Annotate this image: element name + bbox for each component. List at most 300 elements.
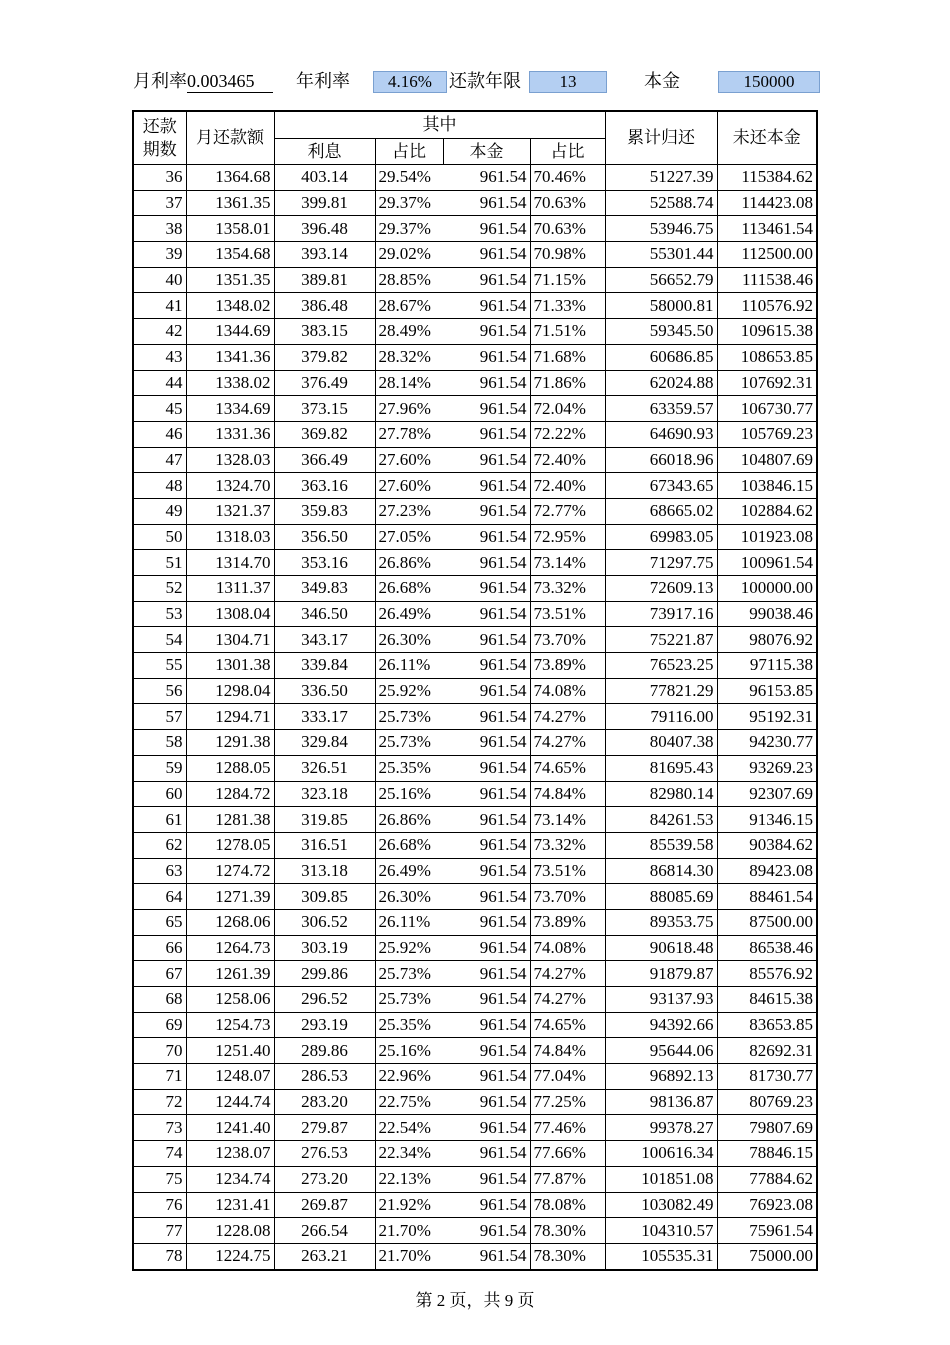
cell-cumulative: 98136.87 [605,1089,717,1115]
cell-remaining: 98076.92 [717,627,817,653]
cell-monthly-payment: 1338.02 [186,370,274,396]
cell-principal-ratio: 78.08% [530,1192,605,1218]
cell-remaining: 106730.77 [717,396,817,422]
cell-interest-ratio: 25.92% [375,678,443,704]
cell-period: 71 [133,1064,186,1090]
cell-principal-ratio: 70.46% [530,165,605,191]
cell-principal-ratio: 73.32% [530,832,605,858]
cell-monthly-payment: 1224.75 [186,1243,274,1269]
cell-interest-ratio: 22.75% [375,1089,443,1115]
cell-monthly-payment: 1321.37 [186,498,274,524]
cell-interest: 343.17 [274,627,375,653]
cell-principal-ratio: 72.40% [530,473,605,499]
table-row [133,781,817,807]
cell-interest: 319.85 [274,807,375,833]
cell-principal-ratio: 77.46% [530,1115,605,1141]
cell-remaining: 84615.38 [717,987,817,1013]
cell-interest-ratio: 26.86% [375,807,443,833]
cell-principal-ratio: 72.95% [530,524,605,550]
table-row [133,293,817,319]
col-ratio1-header: 占比 [375,139,443,165]
cell-period: 67 [133,961,186,987]
table-row [133,807,817,833]
cell-principal-ratio: 71.51% [530,319,605,345]
cell-principal-ratio: 74.27% [530,987,605,1013]
cell-interest-ratio: 25.35% [375,1012,443,1038]
cell-period: 39 [133,242,186,268]
cell-monthly-payment: 1258.06 [186,987,274,1013]
cell-principal-ratio: 77.87% [530,1166,605,1192]
cell-remaining: 89423.08 [717,858,817,884]
cell-period: 65 [133,909,186,935]
table-row [133,1141,817,1167]
cell-remaining: 115384.62 [717,165,817,191]
cell-period: 58 [133,730,186,756]
cell-principal-ratio: 74.65% [530,1012,605,1038]
cell-interest: 266.54 [274,1218,375,1244]
cell-remaining: 87500.00 [717,909,817,935]
cell-period: 44 [133,370,186,396]
cell-cumulative: 103082.49 [605,1192,717,1218]
cell-interest: 363.16 [274,473,375,499]
cell-monthly-payment: 1331.36 [186,421,274,447]
cell-principal: 961.54 [443,858,530,884]
cell-interest: 279.87 [274,1115,375,1141]
table-row [133,1064,817,1090]
cell-remaining: 79807.69 [717,1115,817,1141]
cell-cumulative: 64690.93 [605,421,717,447]
cell-interest: 303.19 [274,935,375,961]
table-row [133,653,817,679]
cell-remaining: 97115.38 [717,653,817,679]
cell-monthly-payment: 1364.68 [186,165,274,191]
term-value[interactable]: 13 [529,71,607,93]
cell-interest-ratio: 22.13% [375,1166,443,1192]
cell-principal-ratio: 71.15% [530,267,605,293]
table-row [133,704,817,730]
cell-interest: 333.17 [274,704,375,730]
term-label: 还款年限 [449,71,521,91]
cell-monthly-payment: 1231.41 [186,1192,274,1218]
cell-principal-ratio: 73.51% [530,858,605,884]
cell-monthly-payment: 1228.08 [186,1218,274,1244]
cell-cumulative: 77821.29 [605,678,717,704]
cell-cumulative: 63359.57 [605,396,717,422]
cell-principal: 961.54 [443,1089,530,1115]
table-row [133,165,817,191]
table-row [133,447,817,473]
cell-interest: 309.85 [274,884,375,910]
cell-interest-ratio: 28.85% [375,267,443,293]
cell-principal-ratio: 72.04% [530,396,605,422]
cell-principal: 961.54 [443,1012,530,1038]
page-footer: 第 2 页，共 9 页 [415,1291,535,1310]
cell-period: 60 [133,781,186,807]
cell-monthly-payment: 1291.38 [186,730,274,756]
cell-principal-ratio: 71.68% [530,344,605,370]
cell-remaining: 108653.85 [717,344,817,370]
annual-rate-value[interactable]: 4.16% [373,71,447,93]
cell-cumulative: 79116.00 [605,704,717,730]
cell-monthly-payment: 1328.03 [186,447,274,473]
cell-principal-ratio: 70.63% [530,216,605,242]
cell-cumulative: 86814.30 [605,858,717,884]
cell-interest-ratio: 25.73% [375,987,443,1013]
table-row [133,987,817,1013]
cell-monthly-payment: 1251.40 [186,1038,274,1064]
cell-interest-ratio: 27.60% [375,473,443,499]
cell-principal: 961.54 [443,165,530,191]
cell-principal: 961.54 [443,550,530,576]
cell-interest: 329.84 [274,730,375,756]
cell-principal-ratio: 73.70% [530,884,605,910]
cell-interest: 349.83 [274,576,375,602]
cell-interest-ratio: 22.96% [375,1064,443,1090]
col-ratio2-header: 占比 [530,139,605,165]
table-row [133,627,817,653]
cell-monthly-payment: 1351.35 [186,267,274,293]
table-row [133,267,817,293]
cell-remaining: 104807.69 [717,447,817,473]
cell-monthly-payment: 1334.69 [186,396,274,422]
cell-principal-ratio: 77.66% [530,1141,605,1167]
cell-monthly-payment: 1318.03 [186,524,274,550]
cell-principal: 961.54 [443,421,530,447]
cell-monthly-payment: 1344.69 [186,319,274,345]
cell-period: 69 [133,1012,186,1038]
cell-interest-ratio: 26.30% [375,884,443,910]
cell-period: 63 [133,858,186,884]
cell-principal: 961.54 [443,319,530,345]
cell-remaining: 76923.08 [717,1192,817,1218]
cell-interest-ratio: 29.02% [375,242,443,268]
monthly-rate-value: 0.003465 [187,68,273,93]
cell-monthly-payment: 1261.39 [186,961,274,987]
cell-remaining: 77884.62 [717,1166,817,1192]
cell-interest: 376.49 [274,370,375,396]
cell-remaining: 75961.54 [717,1218,817,1244]
cell-principal: 961.54 [443,498,530,524]
cell-cumulative: 84261.53 [605,807,717,833]
cell-principal: 961.54 [443,1243,530,1269]
cell-period: 70 [133,1038,186,1064]
cell-period: 53 [133,601,186,627]
table-row [133,961,817,987]
cell-monthly-payment: 1311.37 [186,576,274,602]
cell-cumulative: 75221.87 [605,627,717,653]
cell-period: 77 [133,1218,186,1244]
table-row [133,1166,817,1192]
table-row [133,832,817,858]
cell-remaining: 90384.62 [717,832,817,858]
table-row [133,755,817,781]
cell-interest-ratio: 27.60% [375,447,443,473]
table-row [133,730,817,756]
cell-principal-ratio: 74.65% [530,755,605,781]
cell-interest-ratio: 26.68% [375,576,443,602]
cell-remaining: 107692.31 [717,370,817,396]
cell-principal: 961.54 [443,447,530,473]
cell-period: 66 [133,935,186,961]
cell-interest: 399.81 [274,190,375,216]
cell-principal: 961.54 [443,653,530,679]
cell-remaining: 75000.00 [717,1243,817,1269]
cell-period: 40 [133,267,186,293]
cell-period: 61 [133,807,186,833]
cell-monthly-payment: 1241.40 [186,1115,274,1141]
cell-principal: 961.54 [443,267,530,293]
cell-interest-ratio: 28.32% [375,344,443,370]
cell-interest-ratio: 25.92% [375,935,443,961]
cell-monthly-payment: 1274.72 [186,858,274,884]
cell-monthly-payment: 1358.01 [186,216,274,242]
cell-interest: 323.18 [274,781,375,807]
cell-period: 68 [133,987,186,1013]
cell-interest-ratio: 27.96% [375,396,443,422]
cell-remaining: 114423.08 [717,190,817,216]
cell-principal: 961.54 [443,807,530,833]
cell-interest: 389.81 [274,267,375,293]
cell-interest: 299.86 [274,961,375,987]
cell-monthly-payment: 1361.35 [186,190,274,216]
cell-cumulative: 89353.75 [605,909,717,935]
cell-remaining: 95192.31 [717,704,817,730]
cell-principal: 961.54 [443,1038,530,1064]
cell-principal: 961.54 [443,473,530,499]
cell-cumulative: 94392.66 [605,1012,717,1038]
cell-remaining: 93269.23 [717,755,817,781]
cell-interest-ratio: 26.68% [375,832,443,858]
cell-interest: 293.19 [274,1012,375,1038]
cell-interest: 273.20 [274,1166,375,1192]
cell-cumulative: 55301.44 [605,242,717,268]
cell-interest: 339.84 [274,653,375,679]
cell-cumulative: 101851.08 [605,1166,717,1192]
table-row [133,216,817,242]
cell-principal-ratio: 78.30% [530,1243,605,1269]
cell-principal: 961.54 [443,1064,530,1090]
cell-interest-ratio: 29.37% [375,216,443,242]
cell-cumulative: 76523.25 [605,653,717,679]
col-principal-header: 本金 [443,139,530,165]
cell-interest-ratio: 21.70% [375,1218,443,1244]
cell-principal: 961.54 [443,781,530,807]
cell-period: 38 [133,216,186,242]
table-row [133,344,817,370]
table-row [133,473,817,499]
cell-monthly-payment: 1271.39 [186,884,274,910]
cell-monthly-payment: 1354.68 [186,242,274,268]
table-row [133,1192,817,1218]
cell-interest-ratio: 22.54% [375,1115,443,1141]
cell-cumulative: 82980.14 [605,781,717,807]
table-row [133,1115,817,1141]
cell-remaining: 112500.00 [717,242,817,268]
cell-period: 72 [133,1089,186,1115]
cell-cumulative: 60686.85 [605,344,717,370]
cell-principal: 961.54 [443,524,530,550]
cell-period: 74 [133,1141,186,1167]
cell-cumulative: 91879.87 [605,961,717,987]
table-row [133,1089,817,1115]
cell-interest-ratio: 28.49% [375,319,443,345]
cell-cumulative: 90618.48 [605,935,717,961]
cell-interest-ratio: 25.16% [375,781,443,807]
cell-interest-ratio: 22.34% [375,1141,443,1167]
cell-period: 46 [133,421,186,447]
cell-remaining: 81730.77 [717,1064,817,1090]
cell-principal-ratio: 77.25% [530,1089,605,1115]
cell-interest-ratio: 25.73% [375,730,443,756]
cell-principal-ratio: 74.27% [530,730,605,756]
cell-interest-ratio: 27.05% [375,524,443,550]
cell-period: 59 [133,755,186,781]
cell-interest: 283.20 [274,1089,375,1115]
table-row [133,190,817,216]
cell-remaining: 99038.46 [717,601,817,627]
cell-interest: 276.53 [274,1141,375,1167]
cell-cumulative: 104310.57 [605,1218,717,1244]
cell-interest-ratio: 29.54% [375,165,443,191]
table-row [133,524,817,550]
cell-interest: 356.50 [274,524,375,550]
cell-period: 62 [133,832,186,858]
cell-principal: 961.54 [443,627,530,653]
cell-principal: 961.54 [443,190,530,216]
table-row [133,576,817,602]
cell-period: 73 [133,1115,186,1141]
cell-period: 54 [133,627,186,653]
cell-period: 42 [133,319,186,345]
cell-principal-ratio: 74.27% [530,961,605,987]
cell-principal: 961.54 [443,1115,530,1141]
cell-interest: 383.15 [274,319,375,345]
cell-period: 48 [133,473,186,499]
cell-period: 50 [133,524,186,550]
table-row [133,1218,817,1244]
cell-cumulative: 66018.96 [605,447,717,473]
cell-principal-ratio: 74.84% [530,1038,605,1064]
cell-cumulative: 99378.27 [605,1115,717,1141]
cell-period: 43 [133,344,186,370]
cell-principal-ratio: 72.22% [530,421,605,447]
cell-cumulative: 67343.65 [605,473,717,499]
cell-period: 64 [133,884,186,910]
cell-interest-ratio: 21.70% [375,1243,443,1269]
cell-principal: 961.54 [443,909,530,935]
cell-interest: 326.51 [274,755,375,781]
cell-interest-ratio: 26.86% [375,550,443,576]
cell-remaining: 103846.15 [717,473,817,499]
principal-value[interactable]: 150000 [718,71,820,93]
table-row [133,858,817,884]
cell-cumulative: 69983.05 [605,524,717,550]
table-row [133,396,817,422]
cell-period: 76 [133,1192,186,1218]
cell-principal: 961.54 [443,832,530,858]
cell-principal: 961.54 [443,601,530,627]
cell-interest: 403.14 [274,165,375,191]
cell-remaining: 88461.54 [717,884,817,910]
cell-principal-ratio: 74.08% [530,678,605,704]
cell-period: 55 [133,653,186,679]
cell-monthly-payment: 1281.38 [186,807,274,833]
cell-cumulative: 73917.16 [605,601,717,627]
cell-remaining: 111538.46 [717,267,817,293]
cell-principal-ratio: 73.32% [530,576,605,602]
table-row [133,909,817,935]
col-monthly-header: 月还款额 [186,111,274,165]
cell-monthly-payment: 1244.74 [186,1089,274,1115]
cell-interest: 269.87 [274,1192,375,1218]
table-row [133,1243,817,1269]
cell-remaining: 100000.00 [717,576,817,602]
cell-principal-ratio: 77.04% [530,1064,605,1090]
cell-monthly-payment: 1298.04 [186,678,274,704]
cell-principal: 961.54 [443,1141,530,1167]
cell-principal: 961.54 [443,344,530,370]
cell-remaining: 80769.23 [717,1089,817,1115]
cell-principal-ratio: 71.33% [530,293,605,319]
cell-interest-ratio: 26.49% [375,858,443,884]
cell-monthly-payment: 1308.04 [186,601,274,627]
cell-interest: 296.52 [274,987,375,1013]
cell-monthly-payment: 1301.38 [186,653,274,679]
cell-principal-ratio: 71.86% [530,370,605,396]
cell-cumulative: 68665.02 [605,498,717,524]
cell-remaining: 91346.15 [717,807,817,833]
cell-principal-ratio: 74.27% [530,704,605,730]
cell-principal: 961.54 [443,884,530,910]
cell-cumulative: 52588.74 [605,190,717,216]
table-row [133,319,817,345]
cell-interest-ratio: 25.35% [375,755,443,781]
cell-remaining: 92307.69 [717,781,817,807]
cell-period: 45 [133,396,186,422]
cell-interest-ratio: 25.73% [375,961,443,987]
cell-interest: 313.18 [274,858,375,884]
cell-remaining: 110576.92 [717,293,817,319]
cell-principal: 961.54 [443,1166,530,1192]
cell-interest-ratio: 29.37% [375,190,443,216]
cell-cumulative: 88085.69 [605,884,717,910]
cell-principal-ratio: 70.63% [530,190,605,216]
cell-remaining: 105769.23 [717,421,817,447]
cell-principal-ratio: 70.98% [530,242,605,268]
cell-principal: 961.54 [443,987,530,1013]
cell-interest: 263.21 [274,1243,375,1269]
cell-principal-ratio: 73.51% [530,601,605,627]
cell-interest-ratio: 26.30% [375,627,443,653]
cell-cumulative: 93137.93 [605,987,717,1013]
cell-remaining: 83653.85 [717,1012,817,1038]
annual-rate-label: 年利率 [296,71,350,91]
cell-cumulative: 71297.75 [605,550,717,576]
table-row [133,242,817,268]
cell-principal-ratio: 73.14% [530,807,605,833]
cell-period: 57 [133,704,186,730]
cell-period: 36 [133,165,186,191]
table-row [133,884,817,910]
table-row [133,498,817,524]
cell-monthly-payment: 1234.74 [186,1166,274,1192]
cell-principal: 961.54 [443,396,530,422]
cell-cumulative: 62024.88 [605,370,717,396]
cell-period: 37 [133,190,186,216]
col-cumulative-header: 累计归还 [605,111,717,165]
cell-principal: 961.54 [443,1192,530,1218]
cell-cumulative: 59345.50 [605,319,717,345]
